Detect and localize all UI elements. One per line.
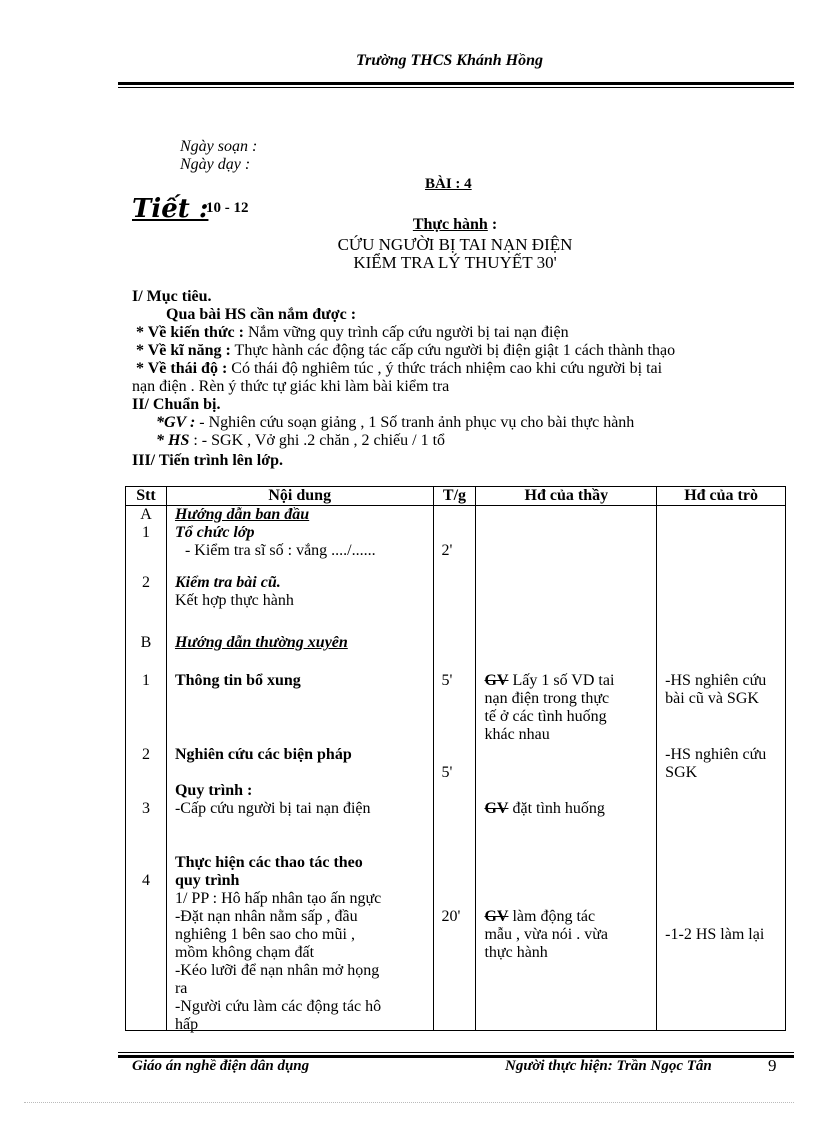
time-practice: 20' — [441, 908, 461, 925]
old-lesson-check: Kiểm tra bài cũ. — [174, 574, 281, 591]
preparation-date: Ngày soạn : — [180, 138, 258, 155]
stt-b2: 2 — [141, 746, 150, 763]
header-teacher-activity: Hđ của thầy — [476, 487, 657, 506]
skills-text: Thực hành các động tác cấp cứu người bị điện giật 1 cách thành thạo — [230, 342, 676, 359]
knowledge-text: Nắm vững quy trình cấp cứu người bị tai nạn điện — [243, 324, 569, 341]
school-header: Trường THCS Khánh Hồng — [356, 52, 543, 69]
place-victim-3: mồm không chạm đất — [174, 944, 315, 961]
practice-label — [0, 216, 816, 234]
student-activity-2-line-2: SGK — [665, 764, 698, 781]
rescuer-action-1: -Người cứu làm các động tác hô — [174, 998, 382, 1015]
objectives-intro: Qua bài HS cần nắm được : — [166, 306, 357, 323]
teacher-activity-2-text: đặt tình huống — [508, 800, 605, 817]
period-label: Tiết : — [132, 194, 209, 224]
student-activity-3: -1-2 HS làm lại — [665, 926, 765, 943]
stt-b4: 4 — [141, 872, 150, 889]
time-column — [433, 506, 476, 1031]
teacher-prep-text: - Nghiên cứu soạn giảng , 1 Số tranh ảnh phục vụ cho bài thực hành — [195, 414, 635, 431]
pull-tongue-1: -Kéo lưỡi để nạn nhân mở họng — [174, 962, 380, 979]
lesson-plan-table — [125, 486, 786, 1031]
skills-line — [136, 342, 675, 360]
time-additional-info: 5' — [441, 672, 453, 689]
teacher-activity-1-line-4: khác nhau — [484, 726, 550, 743]
attitude-line-2: nạn điện . Rèn ý thức tự giác khi làm bài kiểm tra — [132, 378, 450, 395]
student-prep — [156, 432, 445, 450]
place-victim-2: nghiêng 1 bên sao cho mũi , — [174, 926, 355, 943]
research-measures: Nghiên cứu các biện pháp — [174, 746, 352, 763]
procedure-heading: III/ Tiến trình lên lớp. — [132, 452, 283, 469]
footer-author: Người thực hiện: Trần Ngọc Tân — [505, 1058, 712, 1074]
attendance-check: - Kiểm tra sĩ số : vắng ..../...... — [184, 542, 376, 559]
teacher-activity-1 — [484, 672, 648, 690]
stt-b3: 3 — [141, 800, 150, 817]
place-victim-1: -Đặt nạn nhân nằm sấp , đầu — [174, 908, 358, 925]
knowledge-label: * Về kiến thức : — [136, 324, 244, 341]
lesson-title-2: KIỂM TRA LÝ THUYẾT 30' — [353, 253, 557, 272]
student-label: * HS — [156, 432, 190, 449]
header-student-activity: Hđ của trò — [657, 487, 786, 506]
header-stt: Stt — [126, 487, 167, 506]
stt-a1: 1 — [141, 524, 150, 541]
rescue-victim: -Cấp cứu người bị tai nạn điện — [174, 800, 371, 817]
page-break-line — [24, 1102, 794, 1103]
header-time: T/g — [433, 487, 476, 506]
preparation-heading: II/ Chuẩn bị. — [132, 396, 221, 413]
teacher-activity-1-line-2: nạn điện trong thực — [484, 690, 610, 707]
attitude-text: Có thái độ nghiêm túc , ý thức trách nhiệm cao khi cứu người bị tai — [227, 360, 663, 377]
teacher-activity-1-text: Lấy 1 số VD tai — [508, 672, 615, 689]
student-activity-2: -HS nghiên cứu — [665, 746, 767, 763]
knowledge-line — [136, 324, 569, 342]
stt-b1: 1 — [141, 672, 150, 689]
time-research: 5' — [441, 764, 453, 781]
teacher-activity-3-label: GV — [484, 908, 509, 925]
teacher-label: *GV : — [156, 414, 196, 431]
teacher-activity-column — [476, 506, 657, 1031]
teacher-activity-2 — [484, 800, 648, 818]
stt-b: B — [140, 634, 152, 651]
attitude-label: * Về thái độ : — [136, 360, 228, 377]
stt-a2: 2 — [141, 574, 150, 591]
teacher-activity-3-line-3: thực hành — [484, 944, 548, 961]
teacher-activity-2-label: GV — [484, 800, 509, 817]
student-activity-1-line-2: bài cũ và SGK — [665, 690, 759, 707]
perform-steps-2: quy trình — [174, 872, 240, 889]
teacher-activity-3 — [484, 908, 648, 926]
practice-word: Thực hành — [412, 216, 488, 233]
additional-info: Thông tin bổ xung — [174, 672, 301, 689]
stt-column — [126, 506, 167, 1031]
student-activity-column — [657, 506, 786, 1031]
objectives-heading: I/ Mục tiêu. — [132, 288, 212, 305]
stt-a: A — [140, 506, 152, 523]
teacher-activity-1-label: GV — [484, 672, 509, 689]
skills-label: * Về kĩ năng : — [136, 342, 231, 359]
attitude-line — [136, 360, 662, 378]
table-body-row — [126, 506, 786, 1031]
footer-subject: Giáo án nghề điện dân dụng — [132, 1058, 310, 1074]
student-activity-1: -HS nghiên cứu — [665, 672, 767, 689]
pull-tongue-2: ra — [174, 980, 188, 997]
student-prep-text: : - SGK , Vở ghi .2 chăn , 2 chiếu / 1 tổ — [189, 432, 446, 449]
teaching-date: Ngày dạy : — [180, 156, 251, 173]
rescuer-action-2: hấp — [174, 1016, 199, 1033]
teacher-activity-3-text: làm động tác — [508, 908, 596, 925]
header-rule — [118, 82, 794, 88]
teacher-prep — [156, 414, 634, 432]
table-header-row — [126, 487, 786, 506]
lesson-number: BÀI : 4 — [425, 176, 472, 192]
method-1: 1/ PP : Hô hấp nhân tạo ấn ngực — [174, 890, 382, 907]
practice-colon: : — [487, 216, 498, 233]
perform-steps-1: Thực hiện các thao tác theo — [174, 854, 363, 871]
content-column — [166, 506, 433, 1031]
combined-practice: Kết hợp thực hành — [174, 592, 294, 609]
section-a-title: Hướng dẫn ban đầu — [174, 506, 310, 523]
procedure-label: Quy trình : — [174, 782, 253, 799]
period-number: 10 - 12 — [206, 200, 249, 216]
page-number: 9 — [768, 1056, 777, 1075]
header-content: Nội dung — [166, 487, 433, 506]
class-organization: Tổ chức lớp — [174, 524, 255, 541]
section-b-title: Hướng dẫn thường xuyên — [174, 634, 348, 651]
teacher-activity-1-line-3: tế ở các tình huống — [484, 708, 607, 725]
lesson-title-1: CỨU NGƯỜI BỊ TAI NẠN ĐIỆN — [337, 235, 573, 254]
teacher-activity-3-line-2: mẫu , vừa nói . vừa — [484, 926, 609, 943]
time-attendance: 2' — [441, 542, 453, 559]
